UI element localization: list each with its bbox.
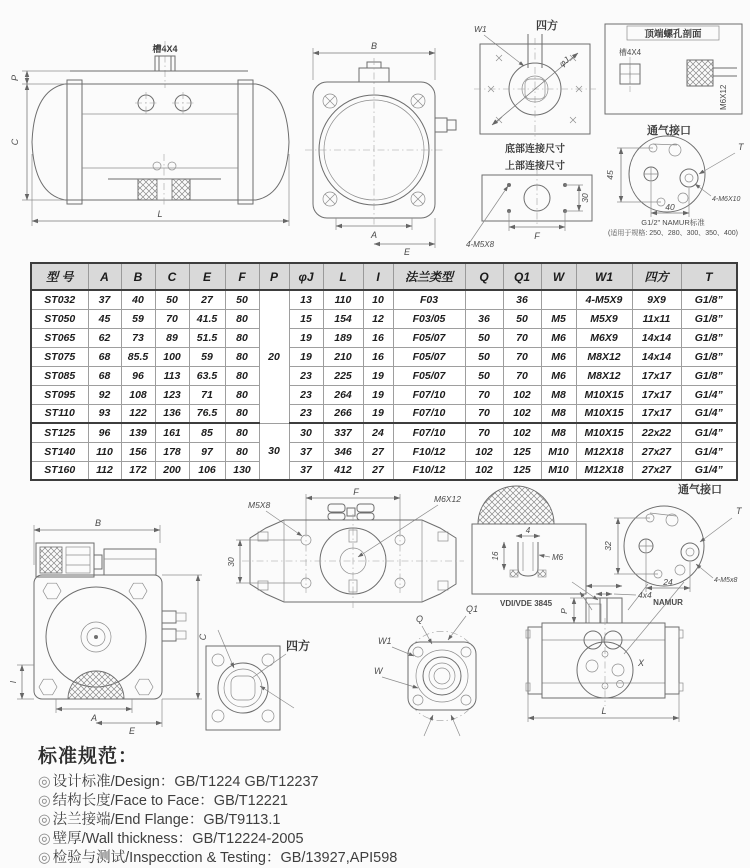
m6x12-label: M6X12 [719,84,728,110]
cell-P: 30 [259,423,289,480]
cell-A-ST160: 112 [88,461,121,480]
cell-F-ST065: 80 [225,328,259,347]
cell-型 号-ST075: ST075 [31,347,88,366]
cell-型 号-ST140: ST140 [31,442,88,461]
cell-A-ST065: 62 [88,328,121,347]
dim-C2: C [198,633,208,641]
square-bore-plate-drawing [198,616,340,736]
cell-W1-ST140: M12X18 [576,442,632,461]
top-conn-caption: 上部连接尺寸 [505,161,565,172]
cell-W-ST110: M8 [541,404,576,423]
t-label-2: T [736,506,742,516]
cell-T-ST075: G1/8” [681,347,737,366]
bottom-side-view-drawing [512,580,750,738]
namur-caption-1: G1/2" NAMUR标准 [641,218,705,227]
cell-四方-ST160: 27x27 [632,461,681,480]
cell-法兰类型-ST110: F07/10 [393,404,465,423]
cell-E-ST065: 51.5 [189,328,225,347]
dim-I: I [8,680,18,684]
cell-T-ST140: G1/4” [681,442,737,461]
cell-B-ST125: 139 [121,423,155,442]
cell-φJ-ST110: 23 [289,404,323,423]
cell-A-ST125: 96 [88,423,121,442]
cell-L-ST125: 337 [323,423,363,442]
spec-table-body [31,290,737,480]
connection-dims-drawing [452,16,614,248]
col-header-5: F [225,263,259,290]
cell-T-ST125: G1/4” [681,423,737,442]
dim-30: 30 [580,193,590,203]
dim-32: 32 [603,541,613,551]
col-header-11: Q [465,263,503,290]
dim-4x4: 4x4 [638,590,652,600]
q-label: Q [416,614,424,624]
spec-table-head-row [31,263,737,290]
col-header-12: Q1 [503,263,541,290]
cell-W1-ST125: M10X15 [576,423,632,442]
cell-C-ST085: 113 [155,366,189,385]
dim-40: 40 [665,202,675,212]
cell-B-ST050: 59 [121,309,155,328]
cell-Q-ST110: 70 [465,404,503,423]
cell-型 号-ST125: ST125 [31,423,88,442]
dim-P2: P [559,608,569,614]
cell-W-ST095: M8 [541,385,576,404]
cell-四方-ST032: 9X9 [632,290,681,309]
cell-φJ-ST075: 19 [289,347,323,366]
side-view-drawing [8,14,293,256]
cell-T-ST160: G1/4” [681,461,737,480]
cell-法兰类型-ST065: F05/07 [393,328,465,347]
cell-W-ST075: M6 [541,347,576,366]
cell-E-ST125: 85 [189,423,225,442]
cell-C-ST032: 50 [155,290,189,309]
cell-型 号-ST050: ST050 [31,309,88,328]
cell-四方-ST140: 27x27 [632,442,681,461]
cell-E-ST032: 27 [189,290,225,309]
standard-text: 壁厚/Wall thickness：GB/T12224-2005 [52,831,304,847]
cell-B-ST095: 108 [121,385,155,404]
cell-P: 20 [259,290,289,423]
cell-B-ST065: 73 [121,328,155,347]
cell-B-ST160: 172 [121,461,155,480]
cell-法兰类型-ST075: F05/07 [393,347,465,366]
cell-C-ST050: 70 [155,309,189,328]
cell-E-ST095: 71 [189,385,225,404]
cell-B-ST032: 40 [121,290,155,309]
col-header-16: T [681,263,737,290]
cell-φJ-ST140: 37 [289,442,323,461]
vent-port-title-2: 通气接口 [678,484,722,496]
cell-E-ST050: 41.5 [189,309,225,328]
cell-四方-ST075: 14x14 [632,347,681,366]
cell-W-ST160: M10 [541,461,576,480]
m5x8-label: M5X8 [248,500,271,510]
m6-label: M6 [552,553,564,562]
cell-W-ST140: M10 [541,442,576,461]
cell-F-ST095: 80 [225,385,259,404]
top-section-vent-drawing [597,22,750,242]
cell-W-ST085: M6 [541,366,576,385]
dim-E: E [403,247,411,257]
x-label: X [638,658,645,668]
standard-text: 设计标准/Design：GB/T1224 GB/T12237 [52,774,319,790]
cell-C-ST095: 123 [155,385,189,404]
cell-法兰类型-ST125: F07/10 [393,423,465,442]
col-header-7: φJ [289,263,323,290]
bullet-icon: ◎ [38,793,51,809]
cell-型 号-ST085: ST085 [31,366,88,385]
cell-W-ST065: M6 [541,328,576,347]
standards-section [38,741,397,868]
cell-E-ST075: 59 [189,347,225,366]
cell-L-ST110: 266 [323,404,363,423]
square-label-2: 四方 [285,639,311,653]
cell-C-ST140: 178 [155,442,189,461]
table-row-ST095 [31,385,737,404]
col-header-6: P [259,263,289,290]
cell-A-ST085: 68 [88,366,121,385]
standards-title: 标准规范： [38,746,139,767]
cell-F-ST075: 80 [225,347,259,366]
cell-T-ST065: G1/8” [681,328,737,347]
cell-Q-ST095: 70 [465,385,503,404]
cell-型 号-ST065: ST065 [31,328,88,347]
cell-E-ST085: 63.5 [189,366,225,385]
q1-label: Q1 [466,604,479,614]
dim-16: 16 [491,551,500,561]
cell-I-ST085: 19 [363,366,393,385]
cell-法兰类型-ST095: F07/10 [393,385,465,404]
dim-30-2: 30 [226,557,236,567]
cell-W1-ST050: M5X9 [576,309,632,328]
cell-F-ST140: 80 [225,442,259,461]
col-header-4: E [189,263,225,290]
cell-四方-ST095: 17x17 [632,385,681,404]
col-header-13: W [541,263,576,290]
cell-Q1-ST110: 102 [503,404,541,423]
cell-F-ST050: 80 [225,309,259,328]
cell-法兰类型-ST085: F05/07 [393,366,465,385]
section-title: 顶端螺孔剖面 [644,29,702,40]
cell-φJ-ST125: 30 [289,423,323,442]
cell-B-ST085: 96 [121,366,155,385]
cell-L-ST065: 189 [323,328,363,347]
cell-W-ST032 [541,290,576,309]
cell-W1-ST065: M6X9 [576,328,632,347]
slot-4x4-label: 槽4X4 [152,44,178,54]
cell-I-ST095: 19 [363,385,393,404]
dim-A: A [370,230,378,240]
cell-Q1-ST032: 36 [503,290,541,309]
bolt-4-m5x8-label: 4-M5X8 [466,240,495,249]
cell-F-ST160: 130 [225,461,259,480]
col-header-1: A [88,263,121,290]
cell-C-ST110: 136 [155,404,189,423]
cell-Q1-ST095: 102 [503,385,541,404]
table-row-ST160 [31,461,737,480]
cell-I-ST050: 12 [363,309,393,328]
cell-A-ST032: 37 [88,290,121,309]
cell-W1-ST032: 4-M5X9 [576,290,632,309]
col-header-15: 四方 [632,263,681,290]
cell-T-ST110: G1/4” [681,404,737,423]
bolt-4-m5x8-label-2: 4-M5x8 [714,577,738,584]
cell-型 号-ST032: ST032 [31,290,88,309]
end-view-solenoid-drawing [8,515,210,737]
w-label: W [374,666,383,676]
table-row-ST110 [31,404,737,423]
cell-Q1-ST065: 70 [503,328,541,347]
cell-A-ST095: 92 [88,385,121,404]
dim-F2: F [353,487,359,497]
cell-Q-ST140: 102 [465,442,503,461]
col-header-10: 法兰类型 [393,263,465,290]
dim-B: B [370,41,378,51]
bullet-icon: ◎ [38,831,51,847]
table-row-ST140 [31,442,737,461]
cell-四方-ST110: 17x17 [632,404,681,423]
cell-四方-ST065: 14x14 [632,328,681,347]
cell-W-ST125: M8 [541,423,576,442]
t-label: T [738,142,744,152]
standards-list [38,773,397,868]
cell-Q-ST075: 50 [465,347,503,366]
cell-Q1-ST050: 50 [503,309,541,328]
cell-W1-ST085: M8X12 [576,366,632,385]
cell-Q1-ST085: 70 [503,366,541,385]
standard-item-end-flange [38,811,397,830]
cell-L-ST075: 210 [323,347,363,366]
dimension-table [30,262,738,481]
table-row-ST085 [31,366,737,385]
cell-型 号-ST095: ST095 [31,385,88,404]
cell-Q1-ST140: 125 [503,442,541,461]
col-header-3: C [155,263,189,290]
bolt-4-m6x10-label: 4-M6X10 [712,196,741,203]
cell-W-ST050: M5 [541,309,576,328]
cell-φJ-ST160: 37 [289,461,323,480]
dim-4: 4 [525,526,531,535]
bullet-icon: ◎ [38,812,51,828]
cell-L-ST050: 154 [323,309,363,328]
col-header-14: W1 [576,263,632,290]
slot-4x4-label-2: 槽4X4 [618,48,642,57]
namur-caption: NAMUR [653,598,683,607]
vent-port-title: 通气接口 [647,125,691,137]
cell-L-ST095: 264 [323,385,363,404]
cell-型 号-ST110: ST110 [31,404,88,423]
bullet-icon: ◎ [38,850,51,866]
standard-text: 法兰接端/End Flange：GB/T9113.1 [52,812,281,828]
cell-C-ST160: 200 [155,461,189,480]
cell-L-ST160: 412 [323,461,363,480]
dim-P: P [10,74,20,82]
cell-A-ST140: 110 [88,442,121,461]
cell-A-ST050: 45 [88,309,121,328]
cell-I-ST140: 27 [363,442,393,461]
dim-A2: A [90,713,98,723]
cell-E-ST140: 97 [189,442,225,461]
cell-Q1-ST125: 102 [503,423,541,442]
table-row-ST050 [31,309,737,328]
table-row-ST032 [31,290,737,309]
cell-Q-ST085: 50 [465,366,503,385]
dim-45: 45 [605,170,615,180]
col-header-0: 型 号 [31,263,88,290]
table-row-ST075 [31,347,737,366]
cell-I-ST125: 24 [363,423,393,442]
col-header-9: I [363,263,393,290]
cell-F-ST032: 50 [225,290,259,309]
cell-L-ST140: 346 [323,442,363,461]
cell-T-ST095: G1/4” [681,385,737,404]
cell-F-ST125: 80 [225,423,259,442]
cell-法兰类型-ST050: F03/05 [393,309,465,328]
cell-W1-ST110: M10X15 [576,404,632,423]
bullet-icon: ◎ [38,774,51,790]
dim-F: F [534,231,540,241]
cell-T-ST032: G1/8” [681,290,737,309]
m6x12-label-2: M6X12 [434,494,461,504]
cell-I-ST065: 16 [363,328,393,347]
cell-C-ST075: 100 [155,347,189,366]
cell-B-ST075: 85.5 [121,347,155,366]
cell-I-ST110: 19 [363,404,393,423]
w1-label: W1 [474,24,487,34]
cell-L-ST085: 225 [323,366,363,385]
col-header-2: B [121,263,155,290]
cell-T-ST050: G1/8” [681,309,737,328]
standard-text: 结构长度/Face to Face：GB/T12221 [52,793,288,809]
cell-W1-ST160: M12X18 [576,461,632,480]
bottom-conn-caption: 底部连接尺寸 [505,144,565,155]
standard-item-inspection [38,849,397,868]
cell-Q-ST125: 70 [465,423,503,442]
cell-φJ-ST065: 19 [289,328,323,347]
square-label: 四方 [536,20,558,32]
standard-item-design [38,773,397,792]
cell-I-ST160: 27 [363,461,393,480]
dim-B2: B [94,518,102,528]
front-view-drawing [283,30,463,256]
cell-φJ-ST085: 23 [289,366,323,385]
cell-F-ST085: 80 [225,366,259,385]
cell-φJ-ST095: 23 [289,385,323,404]
table-row-ST125 [31,423,737,442]
cell-法兰类型-ST140: F10/12 [393,442,465,461]
cell-E-ST110: 76.5 [189,404,225,423]
standard-item-wall-thickness [38,830,397,849]
cell-Q-ST032 [465,290,503,309]
cell-法兰类型-ST032: F03 [393,290,465,309]
cell-四方-ST125: 22x22 [632,423,681,442]
cell-F-ST110: 80 [225,404,259,423]
cell-A-ST075: 68 [88,347,121,366]
w1-label-2: W1 [378,636,392,646]
dim-24: 24 [663,577,673,587]
cell-B-ST110: 122 [121,404,155,423]
cell-Q1-ST075: 70 [503,347,541,366]
dim-C: C [10,138,20,146]
cell-W1-ST075: M8X12 [576,347,632,366]
dim-L: L [157,209,163,219]
dim-phiJ: φJ [557,54,572,69]
cell-型 号-ST160: ST160 [31,461,88,480]
cell-Q-ST050: 36 [465,309,503,328]
cell-L-ST032: 110 [323,290,363,309]
cell-Q1-ST160: 125 [503,461,541,480]
flange-drawing [366,598,494,738]
cell-I-ST032: 10 [363,290,393,309]
cell-E-ST160: 106 [189,461,225,480]
cell-四方-ST085: 17x17 [632,366,681,385]
cell-W1-ST095: M10X15 [576,385,632,404]
cell-C-ST065: 89 [155,328,189,347]
dim-L2: L [601,706,607,716]
cell-φJ-ST050: 15 [289,309,323,328]
cell-φJ-ST032: 13 [289,290,323,309]
cell-C-ST125: 161 [155,423,189,442]
standard-text: 检验与测试/Inspecction & Testing：GB/13927,API598 [52,850,398,866]
cell-四方-ST050: 11x11 [632,309,681,328]
table-row-ST065 [31,328,737,347]
namur-caption-2: (适用于规格: 250、280、300、350、400) [608,230,738,237]
col-header-8: L [323,263,363,290]
vdi-caption: VDI/VDE 3845 [499,599,553,608]
cell-T-ST085: G1/8” [681,366,737,385]
cell-Q-ST160: 102 [465,461,503,480]
cell-B-ST140: 156 [121,442,155,461]
cell-I-ST075: 16 [363,347,393,366]
cell-Q-ST065: 50 [465,328,503,347]
standard-item-face-to-face [38,792,397,811]
dim-E2: E [128,726,136,736]
cell-A-ST110: 93 [88,404,121,423]
cell-法兰类型-ST160: F10/12 [393,461,465,480]
